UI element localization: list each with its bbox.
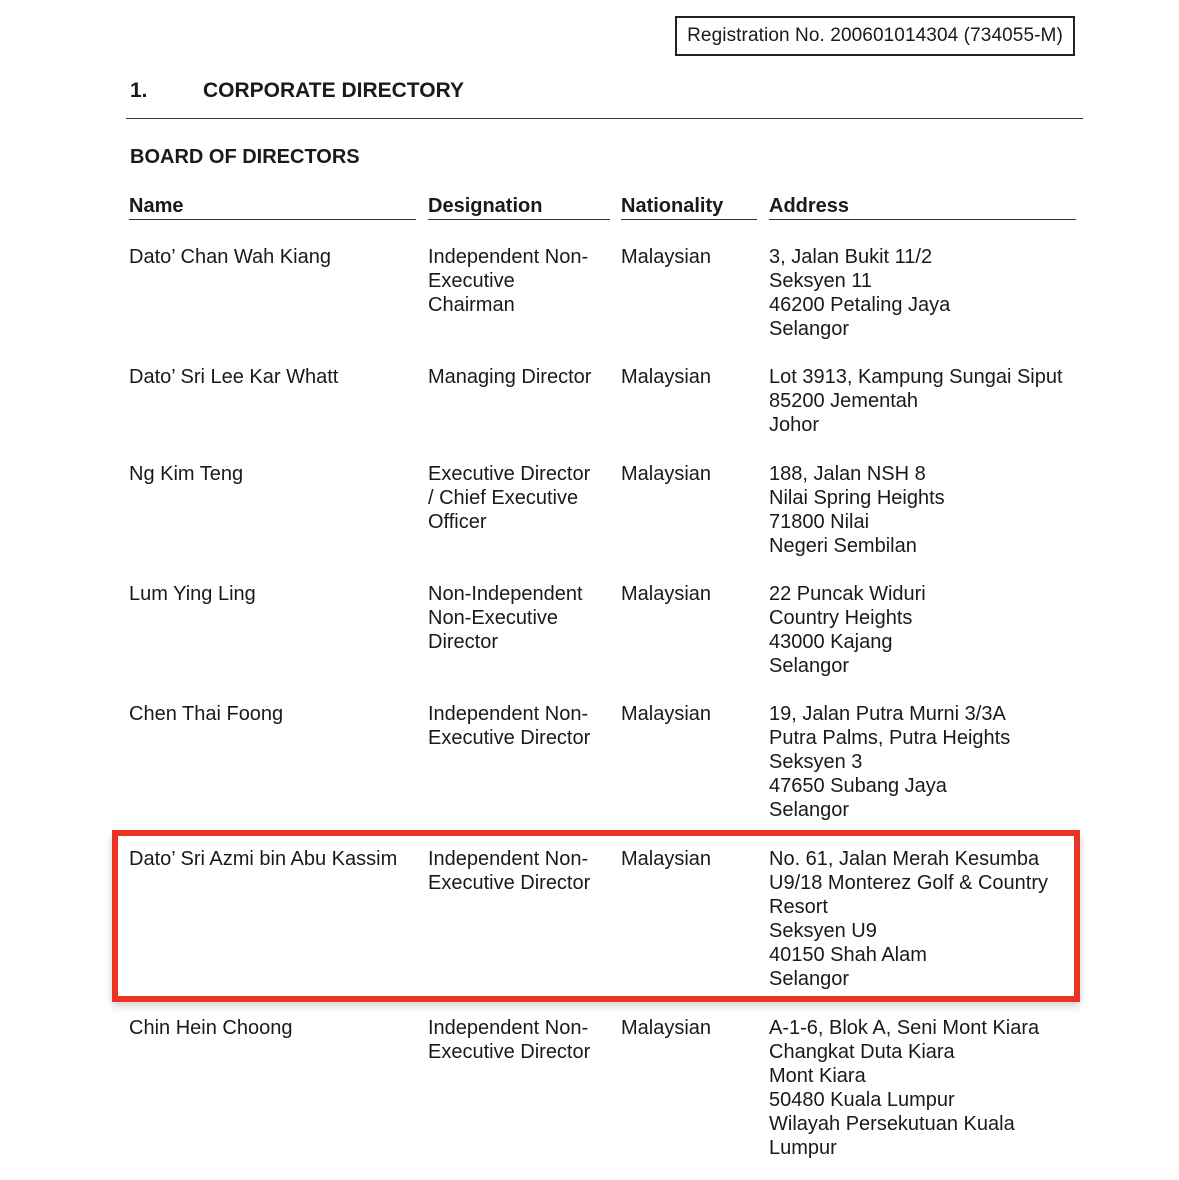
section-heading	[130, 79, 464, 103]
column-header-name	[129, 195, 416, 220]
director-address: 19, Jalan Putra Murni 3/3A Putra Palms, Putra Heights Seksyen 3 47650 Subang Jaya Selangor	[769, 703, 1011, 821]
director-address: Lot 3913, Kampung Sungai Siput 85200 Jementah Johor	[769, 366, 1063, 436]
director-nationality: Malaysian	[621, 583, 712, 605]
column-header-address-label: Address	[769, 195, 850, 217]
director-address: 188, Jalan NSH 8 Nilai Spring Heights 71800 Nilai Negeri Sembilan	[769, 463, 945, 557]
director-address: 22 Puncak Widuri Country Heights 43000 Kajang Selangor	[769, 583, 926, 677]
director-nationality: Malaysian	[621, 463, 712, 485]
column-header-name-label: Name	[129, 195, 184, 217]
director-name: Lum Ying Ling	[129, 583, 256, 605]
director-nationality: Malaysian	[621, 366, 712, 388]
column-header-address	[769, 195, 1076, 220]
registration-number-box	[675, 16, 1075, 56]
column-header-designation-label: Designation	[428, 195, 543, 217]
director-designation: Independent Non- Executive Chairman	[428, 246, 589, 316]
director-name: Chin Hein Choong	[129, 1017, 293, 1039]
section-title: CORPORATE DIRECTORY	[203, 79, 464, 102]
director-name: Chen Thai Foong	[129, 703, 284, 725]
director-designation: Independent Non- Executive Director	[428, 703, 591, 749]
director-designation: Non-Independent Non-Executive Director	[428, 583, 583, 653]
director-designation: Managing Director	[428, 366, 592, 388]
director-address: 3, Jalan Bukit 11/2 Seksyen 11 46200 Petaling Jaya Selangor	[769, 246, 951, 340]
director-nationality: Malaysian	[621, 703, 712, 725]
director-nationality: Malaysian	[621, 848, 712, 870]
director-name: Dato’ Sri Azmi bin Abu Kassim	[129, 848, 398, 870]
section-number: 1.	[130, 79, 148, 102]
board-heading: BOARD OF DIRECTORS	[130, 146, 360, 168]
director-designation: Executive Director / Chief Executive Officer	[428, 463, 591, 533]
director-address: A-1-6, Blok A, Seni Mont Kiara Changkat Duta Kiara Mont Kiara 50480 Kuala Lumpur Wilayah Persekutuan Kuala Lumpur	[769, 1017, 1040, 1159]
director-designation: Independent Non- Executive Director	[428, 1017, 591, 1063]
column-header-designation	[428, 195, 610, 220]
director-name: Ng Kim Teng	[129, 463, 244, 485]
section-divider	[126, 118, 1083, 119]
director-address: No. 61, Jalan Merah Kesumba U9/18 Monterez Golf & Country Resort Seksyen U9 40150 Shah Alam Selangor	[769, 848, 1049, 990]
director-designation: Independent Non- Executive Director	[428, 848, 591, 894]
column-header-nationality-label: Nationality	[621, 195, 724, 217]
column-header-nationality	[621, 195, 757, 220]
director-name: Dato’ Chan Wah Kiang	[129, 246, 331, 268]
registration-number: Registration No. 200601014304 (734055-M)	[687, 25, 1063, 46]
highlight-annotation-box	[112, 830, 1080, 1002]
director-name: Dato’ Sri Lee Kar Whatt	[129, 366, 339, 388]
director-nationality: Malaysian	[621, 1017, 712, 1039]
director-nationality: Malaysian	[621, 246, 712, 268]
